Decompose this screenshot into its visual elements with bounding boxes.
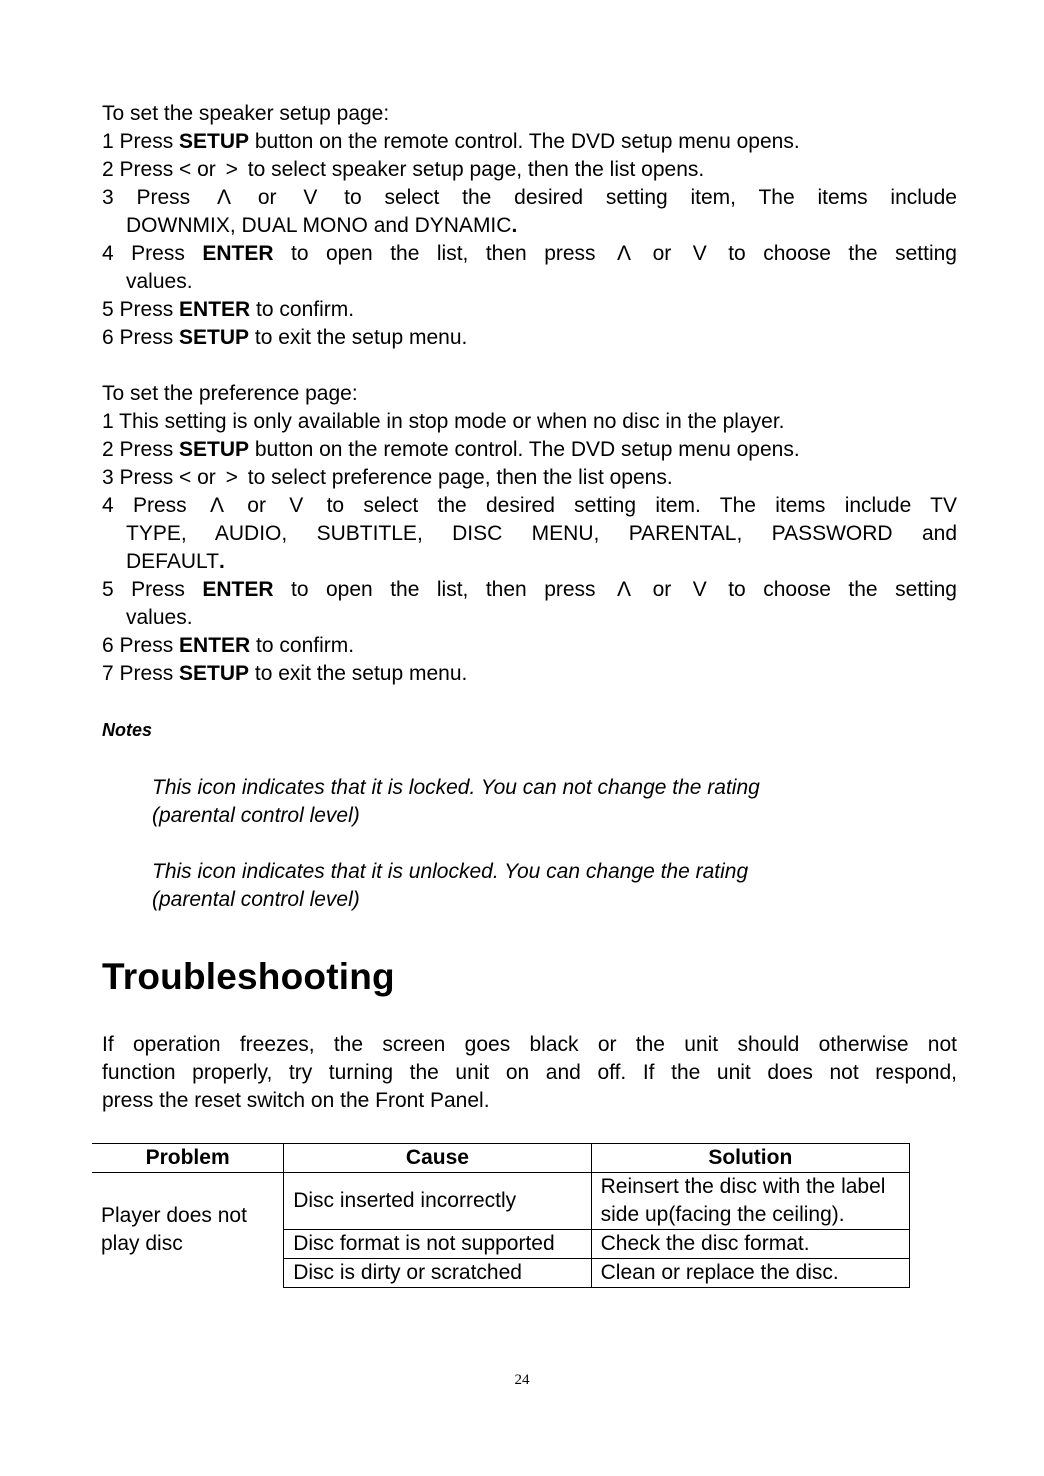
cause-cell: Disc is dirty or scratched [284, 1259, 591, 1288]
preference-step-4-continued-2: DEFAULT. [126, 550, 225, 573]
speaker-step-4: 4 Press ENTER to open the list, then press Λ or V to choose the setting [102, 240, 957, 268]
up-arrow-icon: Λ [209, 494, 224, 517]
down-arrow-icon: V [289, 494, 304, 517]
up-arrow-icon: Λ [617, 242, 632, 265]
solution-cell: Check the disc format. [591, 1230, 909, 1259]
preference-step-6: 6 Press ENTER to confirm. [102, 634, 355, 657]
troubleshooting-heading: Troubleshooting [102, 956, 395, 997]
preference-step-4-continued: TYPE, AUDIO, SUBTITLE, DISC MENU, PARENTAL, PASSWORD and [126, 522, 957, 545]
intro-line-1: If operation freezes, the screen goes black or the unit should otherwise not [102, 1033, 957, 1056]
preference-step-1: 1 This setting is only available in stop mode or when no disc in the player. [102, 410, 785, 433]
right-arrow-icon: > [225, 158, 238, 181]
speaker-step-4-continued: values. [126, 270, 193, 293]
down-arrow-icon: V [303, 186, 318, 209]
preference-step-3: 3 Press < or > to select preference page, then the list opens. [102, 464, 957, 492]
notes-label: Notes [102, 720, 153, 740]
speaker-step-1: 1 Press SETUP button on the remote control. The DVD setup menu opens. [102, 130, 800, 153]
page-number: 24 [514, 1372, 530, 1388]
troubleshooting-intro [102, 1031, 957, 1115]
speaker-step-3: 3 Press Λ or V to select the desired setting item, The items include [102, 184, 957, 212]
intro-line-3: press the reset switch on the Front Panel. [102, 1089, 490, 1112]
table-row [92, 1173, 910, 1230]
table-header-row [92, 1144, 910, 1173]
note-unlocked-line-2: (parental control level) [152, 888, 360, 911]
intro-line-2: function properly, try turning the unit on and off. If the unit does not respond, [102, 1061, 957, 1084]
preference-step-2: 2 Press SETUP button on the remote control. The DVD setup menu opens. [102, 438, 800, 461]
speaker-step-3-continued: DOWNMIX, DUAL MONO and DYNAMIC. [126, 214, 518, 237]
note-locked-line-1: This icon indicates that it is locked. You can not change the rating [152, 776, 760, 799]
troubleshooting-table [92, 1143, 910, 1288]
note-locked-line-2: (parental control level) [152, 804, 360, 827]
preference-step-4: 4 Press Λ or V to select the desired setting item. The items include TV [102, 492, 957, 520]
preference-step-7: 7 Press SETUP to exit the setup menu. [102, 662, 468, 685]
header-problem: Problem [92, 1144, 284, 1173]
preference-step-5: 5 Press ENTER to open the list, then press Λ or V to choose the setting [102, 576, 957, 604]
up-arrow-icon: Λ [617, 578, 632, 601]
header-cause: Cause [284, 1144, 591, 1173]
left-arrow-icon: < [179, 158, 192, 181]
solution-cell: Reinsert the disc with the label side up(facing the ceiling). [591, 1173, 909, 1230]
problem-cell: Player does not play disc [92, 1173, 284, 1288]
speaker-step-5: 5 Press ENTER to confirm. [102, 298, 355, 321]
note-unlocked-line-1: This icon indicates that it is unlocked. You can change the rating [152, 860, 749, 883]
solution-cell: Clean or replace the disc. [591, 1259, 909, 1288]
right-arrow-icon: > [225, 466, 238, 489]
speaker-step-6: 6 Press SETUP to exit the setup menu. [102, 326, 468, 349]
up-arrow-icon: Λ [216, 186, 232, 209]
speaker-step-2: 2 Press < or > to select speaker setup page, then the list opens. [102, 156, 957, 184]
speaker-section-title: To set the speaker setup page: [102, 102, 390, 125]
preference-section-title: To set the preference page: [102, 382, 358, 405]
preference-step-5-continued: values. [126, 606, 193, 629]
left-arrow-icon: < [179, 466, 192, 489]
down-arrow-icon: V [692, 578, 707, 601]
down-arrow-icon: V [692, 242, 707, 265]
header-solution: Solution [591, 1144, 909, 1173]
cause-cell: Disc format is not supported [284, 1230, 591, 1259]
cause-cell: Disc inserted incorrectly [284, 1173, 591, 1230]
